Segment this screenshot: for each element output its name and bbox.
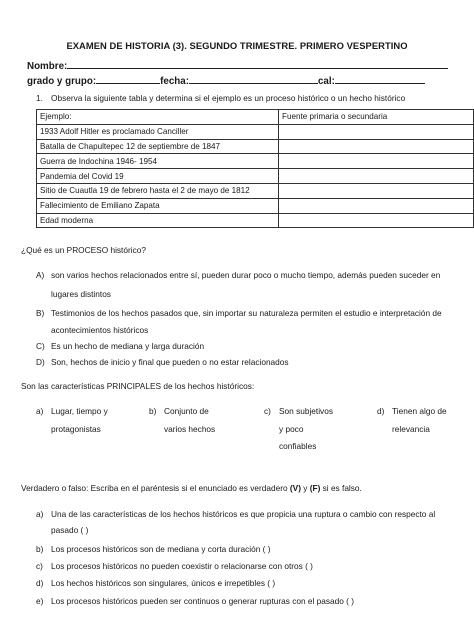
table-row [37, 198, 474, 213]
option-text: y poco [279, 424, 304, 434]
table-header-row [37, 110, 474, 125]
option-text: Testimonios de los hechos pasados que, sin importar su naturaleza permiten el estudio e interpretación de [51, 308, 442, 318]
table-cell-answer[interactable] [279, 124, 474, 139]
false-marker: (F) [309, 483, 321, 493]
date-label: fecha: [160, 76, 189, 87]
question-4-text [21, 483, 362, 493]
table-row [37, 169, 474, 184]
name-input-line[interactable] [67, 59, 448, 69]
true-marker: (V) [289, 483, 301, 493]
table-cell-example: Guerra de Indochina 1946- 1954 [37, 154, 279, 169]
option-letter[interactable]: a) [36, 406, 44, 416]
table-row [37, 124, 474, 139]
table-cell-example: Edad moderna [37, 213, 279, 228]
option-text: Tienen algo de [392, 406, 447, 416]
date-input-line[interactable] [189, 74, 318, 84]
statement-letter: d) [36, 578, 44, 588]
grade-label: grado y grupo: [27, 76, 97, 87]
table-cell-example: Batalla de Chapultepec 12 de septiembre de 1847 [37, 139, 279, 154]
option-text: Son subjetivos [279, 406, 333, 416]
question-3-text: Son las características PRINCIPALES de los hechos históricos: [21, 381, 255, 391]
option-letter[interactable]: B) [36, 308, 45, 318]
option-text: acontecimientos históricos [51, 325, 149, 335]
option-letter[interactable]: C) [36, 341, 45, 351]
exam-title: EXAMEN DE HISTORIA (3). SEGUNDO TRIMESTRE. PRIMERO VESPERTINO [66, 40, 408, 51]
statement-text-answer[interactable]: pasado ( ) [51, 525, 89, 535]
option-text: Es un hecho de mediana y larga duración [51, 341, 205, 351]
table-cell-answer[interactable] [279, 169, 474, 184]
statement-letter: c) [36, 561, 43, 571]
table-cell-example: Fallecimiento de Emiliano Zapata [37, 198, 279, 213]
table-row [37, 183, 474, 198]
table-row [37, 213, 474, 228]
question-1-text: Observa la siguiente tabla y determina si el ejemplo es un proceso histórico o un hecho histórico [51, 93, 406, 103]
option-text: confiables [279, 441, 317, 451]
table-cell-example: 1933 Adolf Hitler es proclamado Canciller [37, 124, 279, 139]
statement-text: Una de las características de los hechos históricos es que propicia una ruptura o cambio con respecto al [51, 509, 436, 519]
question-2-text: ¿Qué es un PROCESO histórico? [21, 245, 146, 255]
table-cell-answer[interactable] [279, 198, 474, 213]
score-input-line[interactable] [335, 74, 425, 84]
statement-text-answer[interactable]: Los procesos históricos no pueden coexistir o relacionarse con otros ( ) [51, 561, 313, 571]
table-cell-answer[interactable] [279, 183, 474, 198]
option-text: varios hechos [164, 424, 216, 434]
grade-input-line[interactable] [96, 74, 160, 84]
option-text: Lugar, tiempo y [51, 406, 108, 416]
table-cell-answer[interactable] [279, 154, 474, 169]
table-row [37, 139, 474, 154]
option-letter[interactable]: c) [264, 406, 271, 416]
table-header-source: Fuente primaria o secundaria [279, 110, 474, 125]
option-letter[interactable]: D) [36, 357, 45, 367]
statement-letter: a) [36, 509, 44, 519]
option-text: relevancia [392, 424, 430, 434]
option-text: Son, hechos de inicio y final que pueden o no estar relacionados [51, 357, 289, 367]
statement-text-answer[interactable]: Los procesos históricos son de mediana y corta duración ( ) [51, 544, 271, 554]
statement-letter: b) [36, 544, 44, 554]
question-1-number: 1. [36, 93, 43, 103]
option-text: son varios hechos relacionados entre sí, pueden durar poco o mucho tiempo, además pueden suceder en [51, 270, 441, 280]
statement-text-answer[interactable]: Los hechos históricos son singulares, únicos e irrepetibles ( ) [51, 578, 276, 588]
name-field-row [27, 59, 448, 72]
table-cell-answer[interactable] [279, 139, 474, 154]
option-letter[interactable]: d) [377, 406, 385, 416]
option-text: lugares distintos [51, 289, 111, 299]
option-letter[interactable]: A) [36, 270, 45, 280]
group-date-row [27, 74, 425, 87]
table-row [37, 154, 474, 169]
table-cell-example: Sitio de Cuautla 19 de febrero hasta el 2 de mayo de 1812 [37, 183, 279, 198]
table-cell-answer[interactable] [279, 213, 474, 228]
option-text: protagonistas [51, 424, 101, 434]
examples-table [36, 109, 474, 228]
question-4-intro-end: si es falso. [320, 483, 362, 493]
question-4-and: y [300, 483, 310, 493]
statement-letter: e) [36, 596, 44, 606]
option-letter[interactable]: b) [149, 406, 157, 416]
option-text: Conjunto de [164, 406, 209, 416]
table-header-example: Ejemplo: [37, 110, 279, 125]
statement-text-answer[interactable]: Los procesos históricos pueden ser continuos o generar rupturas con el pasado ( ) [51, 596, 355, 606]
question-4-intro-start: Verdadero o falso: Escriba en el paréntesis si el enunciado es verdadero [21, 483, 290, 493]
score-label: cal: [317, 76, 335, 87]
name-label: Nombre: [27, 61, 68, 72]
table-cell-example: Pandemia del Covid 19 [37, 169, 279, 184]
